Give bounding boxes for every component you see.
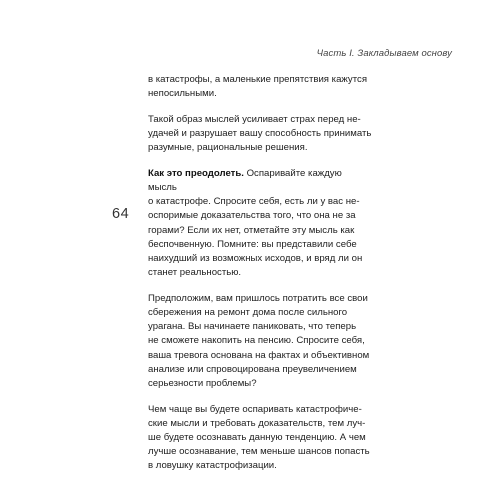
paragraph-3-lead: Как это преодолеть.: [148, 167, 244, 179]
paragraph-1: в катастрофы, а маленькие препятствия кажутся непосильными.: [148, 74, 368, 100]
paragraph-5: Чем чаще вы будете оспаривать катастрофиче- ские мысли и требовать доказательств, тем луч- ше будете осознавать данную тенденцию. А чем лучше осознавание, тем меньше шансов попасть в ловушку катастрофизации.: [148, 403, 370, 472]
paragraph-3-text: Оспаривайте каждую мысль о катастрофе. Спросите себя, есть ли у вас не- оспоримые доказательства того, что она не за горами? Если их нет, отметайте эту мысль как беспочвенную. Помните: вы представили себе наихудший из возможных исходов, и вряд ли он станет реальностью.: [148, 167, 363, 279]
page-number: 64: [112, 206, 130, 222]
paragraph-4: Предположим, вам пришлось потратить все свои сбережения на ремонт дома после сильного урагана. Вы начинаете паниковать, что теперь не сможете накопить на пенсию. Спросите себя, ваша тревога основана на фактах и объективном анализе или спровоцирована преувеличением серьезности проблемы?: [148, 292, 370, 390]
body-text: [148, 73, 373, 485]
paragraph-3: [148, 167, 373, 281]
running-header: Часть I. Закладываем основу: [316, 48, 452, 59]
paragraph-2: Такой образ мыслей усиливает страх перед не- удачей и разрушает вашу способность принимать разумные, рациональные решения.: [148, 113, 372, 154]
